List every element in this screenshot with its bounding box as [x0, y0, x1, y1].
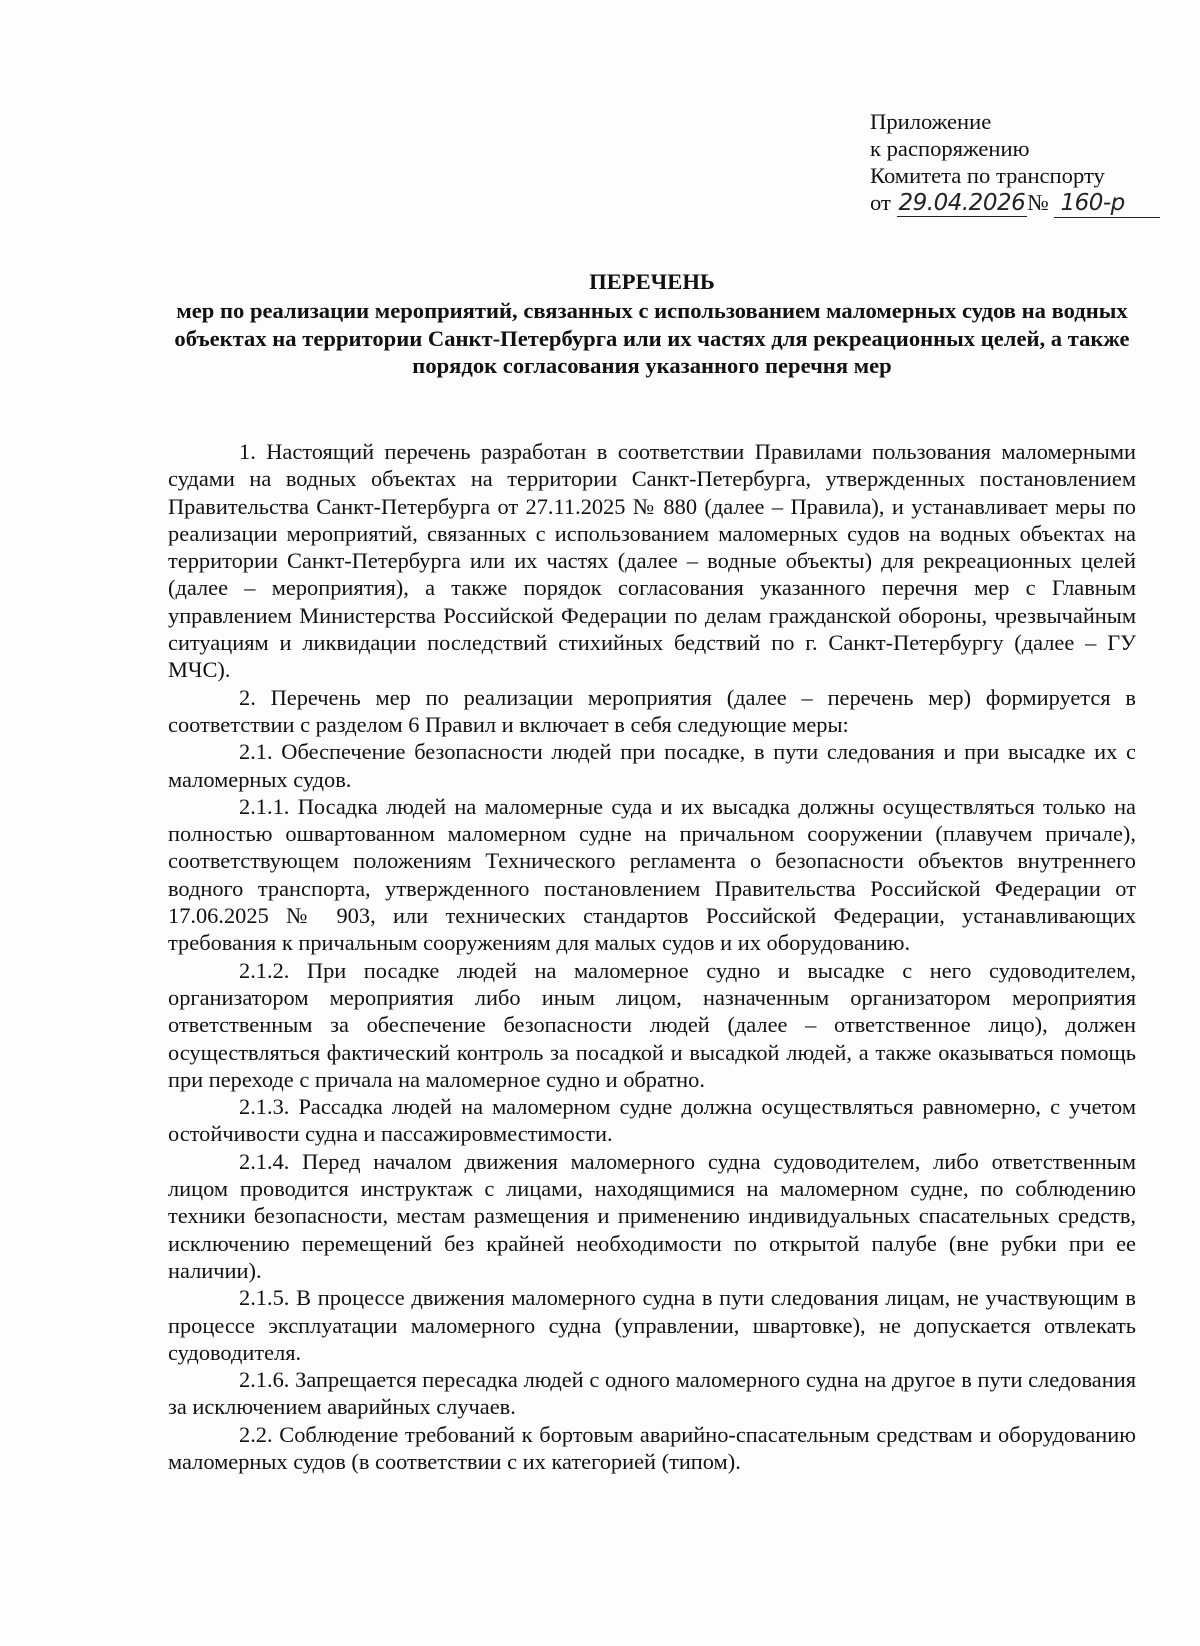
- appendix-line-2: к распоряжению: [870, 136, 1030, 161]
- handwritten-date: 29.04.2026: [898, 190, 1026, 216]
- document-title: [168, 268, 1136, 380]
- paragraph-1: 1. Настоящий перечень разработан в соответствии Правилами пользования маломерными судами на водных объектах на территории Санкт-Петербурга, утвержденных постановлением Правительства Санкт-Петербурга от 27.11.2025 № 880 (далее – Правила), и устанавливает меры по реализации мероприятий, связанных с использованием маломерных судов на водных объектах на территории Санкт-Петербурга или их частях (далее – водные объекты) для рекреационных целей (далее – мероприятия), а также порядок согласования указанного перечня мер с Главным управлением Министерства Российской Федерации по делам гражданской обороны, чрезвычайным ситуациям и ликвидации последствий стихийных бедствий по г. Санкт-Петербургу (далее – ГУ МЧС).: [168, 439, 1136, 683]
- from-label: от: [870, 190, 891, 215]
- paragraph-2-1-5: 2.1.5. В процессе движения маломерного судна в пути следования лицам, не участвующим в процессе эксплуатации маломерного судна (управлении, швартовке), не допускается отвлекать судоводителя.: [168, 1285, 1136, 1365]
- paragraph-2-1-2: 2.1.2. При посадке людей на маломерное судно и высадке с него судоводителем, организатором мероприятия либо иным лицом, назначенным организатором мероприятия ответственным за обеспечение безопасности людей (далее – ответственное лицо), должен осуществляться фактический контроль за посадкой и высадкой людей, а также оказываться помощь при переходе с причала на маломерное судно и обратно.: [168, 957, 1136, 1092]
- paragraph-2-2: 2.2. Соблюдение требований к бортовым аварийно-спасательным средствам и оборудованию маломерных судов (в соответствии с их категорией (типом).: [168, 1421, 1136, 1474]
- appendix-line-1: Приложение: [870, 109, 992, 134]
- paragraph-2-1: 2.1. Обеспечение безопасности людей при посадке, в пути следования и при высадке их с маломерных судов.: [168, 739, 1136, 792]
- paragraph-2: 2. Перечень мер по реализации мероприятия (далее – перечень мер) формируется в соответствии с разделом 6 Правил и включает в себя следующие меры:: [168, 684, 1136, 737]
- number-label: №: [1027, 190, 1049, 215]
- document-body: [168, 438, 1136, 1475]
- title-subtitle: мер по реализации мероприятий, связанных с использованием маломерных судов на водных объектах на территории Санкт-Петербурга или их частях для рекреационных целей, а также порядок согласования указанного перечня мер: [174, 298, 1130, 379]
- paragraph-2-1-4: 2.1.4. Перед началом движения маломерного судна судоводителем, либо ответственным лицом проводится инструктаж с лицами, находящимися на маломерном судне, по соблюдению техники безопасности, местам размещения и применению индивидуальных спасательных средств, исключению перемещений без крайней необходимости по открытой палубе (вне рубки при ее наличии).: [168, 1148, 1136, 1283]
- title-main: ПЕРЕЧЕНЬ: [589, 269, 715, 294]
- handwritten-number: 160-р: [1054, 190, 1160, 218]
- appendix-line-3: Комитета по транспорту: [870, 163, 1105, 188]
- appendix-stamp: [870, 108, 1170, 218]
- appendix-date-line: [870, 189, 1170, 218]
- paragraph-2-1-3: 2.1.3. Рассадка людей на маломерном судне должна осуществляться равномерно, с учетом остойчивости судна и пассажировместимости.: [168, 1094, 1136, 1147]
- paragraph-2-1-1: 2.1.1. Посадка людей на маломерные суда и их высадка должны осуществляться только на полностью ошвартованном маломерном судне на причальном сооружении (плавучем причале), соответствующем положениям Технического регламента о безопасности объектов внутреннего водного транспорта, утвержденного постановлением Правительства Российской Федерации от 17.06.2025 № 903, или технических стандартов Российской Федерации, устанавливающих требования к причальным сооружениям для малых судов и их оборудованию.: [168, 793, 1136, 956]
- paragraph-2-1-6: 2.1.6. Запрещается пересадка людей с одного маломерного судна на другое в пути следования за исключением аварийных случаев.: [168, 1367, 1136, 1420]
